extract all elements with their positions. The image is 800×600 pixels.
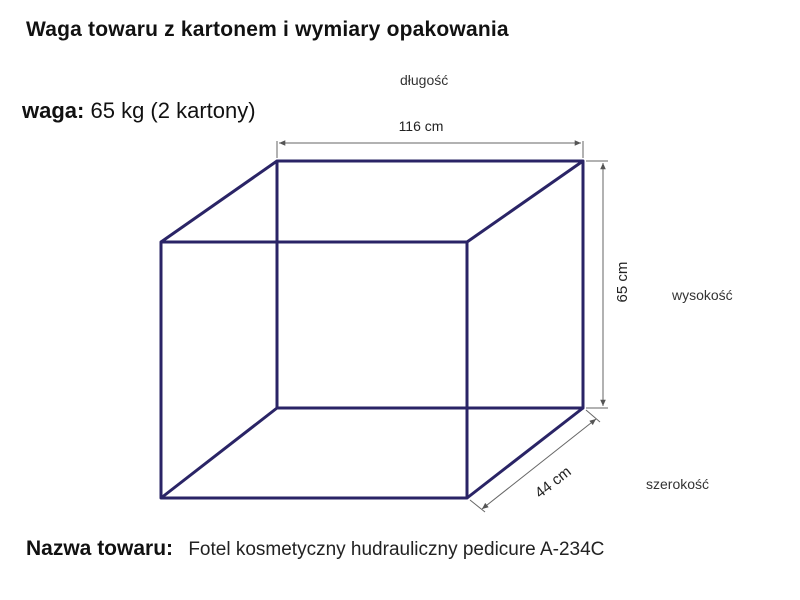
width-dimension bbox=[470, 410, 600, 512]
box-back-face bbox=[277, 161, 583, 408]
width-name: szerokość bbox=[646, 476, 710, 492]
product-label: Nazwa towaru: bbox=[26, 537, 174, 560]
height-name: wysokość bbox=[672, 287, 733, 303]
width-extension-back bbox=[586, 410, 600, 422]
product-line bbox=[26, 537, 604, 561]
box-edge-top-right bbox=[467, 161, 583, 242]
product-name: Fotel kosmetyczny hudrauliczny pedicure A-234C bbox=[188, 539, 605, 560]
height-dimension bbox=[586, 161, 608, 408]
weight-value: 65 kg (2 kartony) bbox=[90, 98, 256, 123]
box-front-face bbox=[161, 242, 467, 498]
box-wireframe bbox=[161, 161, 583, 498]
height-value: 65 cm bbox=[614, 261, 631, 303]
page-title: Waga towaru z kartonem i wymiary opakowania bbox=[26, 18, 509, 41]
width-extension-front bbox=[470, 500, 485, 512]
box-edge-top-left bbox=[161, 161, 277, 242]
width-value: 44 cm bbox=[531, 463, 575, 502]
weight-label: waga: bbox=[22, 98, 85, 123]
box-edge-bottom-right bbox=[467, 408, 583, 498]
box-edge-bottom-left bbox=[161, 408, 277, 498]
length-value: 116 cm bbox=[398, 118, 444, 134]
length-name: długość bbox=[400, 72, 449, 88]
length-dimension bbox=[277, 141, 583, 158]
